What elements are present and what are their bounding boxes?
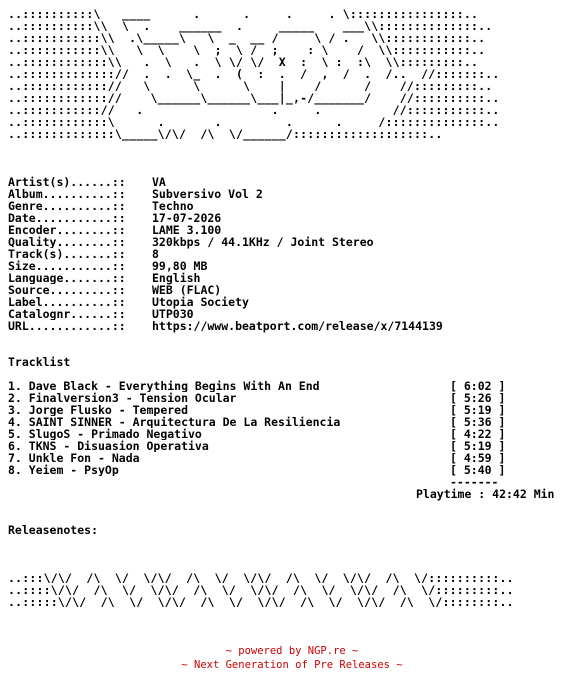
track-title: 1. Dave Black - Everything Begins With An End [8, 380, 320, 392]
info-row [8, 188, 578, 200]
track-title: 3. Jorge Flusko - Tempered [8, 404, 189, 416]
info-value: Utopia Society [152, 295, 249, 309]
info-key: Date...........:: [8, 212, 126, 224]
info-row [8, 176, 578, 188]
info-key: Genre..........:: [8, 200, 126, 212]
info-key: Artist(s)......:: [8, 176, 126, 188]
info-row [8, 272, 578, 284]
info-key: Size...........:: [8, 260, 126, 272]
info-row [8, 260, 578, 272]
info-key: URL............:: [8, 320, 126, 332]
info-value: 320kbps / 44.1KHz / Joint Stereo [152, 235, 374, 249]
info-row [8, 236, 578, 248]
info-value: WEB (FLAC) [152, 283, 222, 297]
track-title: 2. Finalversion3 - Tension Ocular [8, 392, 237, 404]
info-key: Catalognr......:: [8, 308, 126, 320]
tracklist-heading: Tracklist [8, 355, 71, 369]
releasenotes-heading: Releasenotes: [8, 523, 99, 537]
info-value: 8 [152, 247, 159, 261]
info-row [8, 212, 578, 224]
track-duration: [ 5:19 ] [450, 403, 506, 417]
info-key: Quality........:: [8, 236, 126, 248]
track-duration: [ 4:59 ] [450, 451, 506, 465]
info-value: https://www.beatport.com/release/x/7144139 [152, 319, 443, 333]
info-value: 17-07-2026 [152, 211, 222, 225]
info-key: Language.......:: [8, 272, 126, 284]
track-title: 5. SlugoS - Primado Negativo [8, 428, 202, 440]
info-key: Album..........:: [8, 188, 126, 200]
info-value: UTP030 [152, 307, 194, 321]
info-row [8, 320, 578, 332]
info-value: 99,80 MB [152, 259, 208, 273]
info-value: LAME 3.100 [152, 223, 222, 237]
info-row [8, 296, 578, 308]
info-value: Subversivo Vol 2 [152, 187, 263, 201]
ascii-art-footer: ..:::\/\/ /\ \/ \/\/ /\ \/ \/\/ /\ \/ \/\/ /\ \/::::::::::.. ..::::\/\/ /\ \/ \/\/ /\ \/ \/\/ /\ \/ \/\/ /\ \/:::::::::.. ..:::::\/\/ /\ \/ \/\/ /\ \/ \/\/ /\ \/ \/\/ /\ \/::::::::.. [8, 571, 514, 609]
track-title: 8. Yeiem - PsyOp [8, 464, 119, 476]
footer-tagline: ~ Next Generation of Pre Releases ~ [181, 659, 403, 671]
track-duration: [ 5:40 ] [450, 463, 506, 477]
info-key: Track(s).......:: [8, 248, 126, 260]
info-value: VA [152, 175, 166, 189]
playtime: Playtime : 42:42 Min [416, 487, 555, 501]
info-row [8, 200, 578, 212]
release-info [8, 176, 578, 332]
footer-powered-by: ~ powered by NGP.re ~ [225, 645, 359, 657]
info-value: Techno [152, 199, 194, 213]
info-row [8, 284, 578, 296]
ascii-art-header: ..::::::::::\ ____ . . . . \::::::::::::::::.. ..::::::::::\\ \ . ______ . _____ ___\\::::::::::::::.. ..:::::::::::\\ .\_____\ \ _ __ / \ / . \\::::::::::::.. ..:::::::::::\\ \ \ \ ; \ / ; : \ / \\:::::::::::.. ..::::::::::::\\ . \ . \ \/ \/ X : \ : :\ \\:::::::::.. ..:::::::::::::// . . \_ . ( : . / , / . /.. //:::::::.. ..::::::::::::// \ \ \ | / / //:::::::::.. ..::::::::::::// \______\______\___|_,-/_______/ //::::::::::.. ..:::::::::::// . . . //:::::::::::.. ..::::::::::::\ . . . . /::::::::::::::.. ..:::::::::::::\_____\/\/ /\ \/______/:::::::::::::::::::.. [8, 7, 500, 141]
info-key: Label..........:: [8, 296, 126, 308]
total-rule: ------- [450, 475, 499, 489]
track-duration: [ 4:22 ] [450, 427, 506, 441]
track-duration: [ 5:19 ] [450, 439, 506, 453]
track-title: 6. TKNS - Disuasion Operativa [8, 440, 209, 452]
info-key: Source.........:: [8, 284, 126, 296]
track-title: 7. Unkle Fon - Nada [8, 452, 140, 464]
track-duration: [ 6:02 ] [450, 379, 506, 393]
track-title: 4. SAINT SINNER - Arquitectura De La Resiliencia [8, 416, 341, 428]
info-key: Encoder........:: [8, 224, 126, 236]
nfo-document [8, 8, 578, 608]
track-duration: [ 5:36 ] [450, 415, 506, 429]
track-duration: [ 5:26 ] [450, 391, 506, 405]
info-value: English [152, 271, 201, 285]
tracklist [8, 380, 578, 476]
info-row [8, 248, 578, 260]
